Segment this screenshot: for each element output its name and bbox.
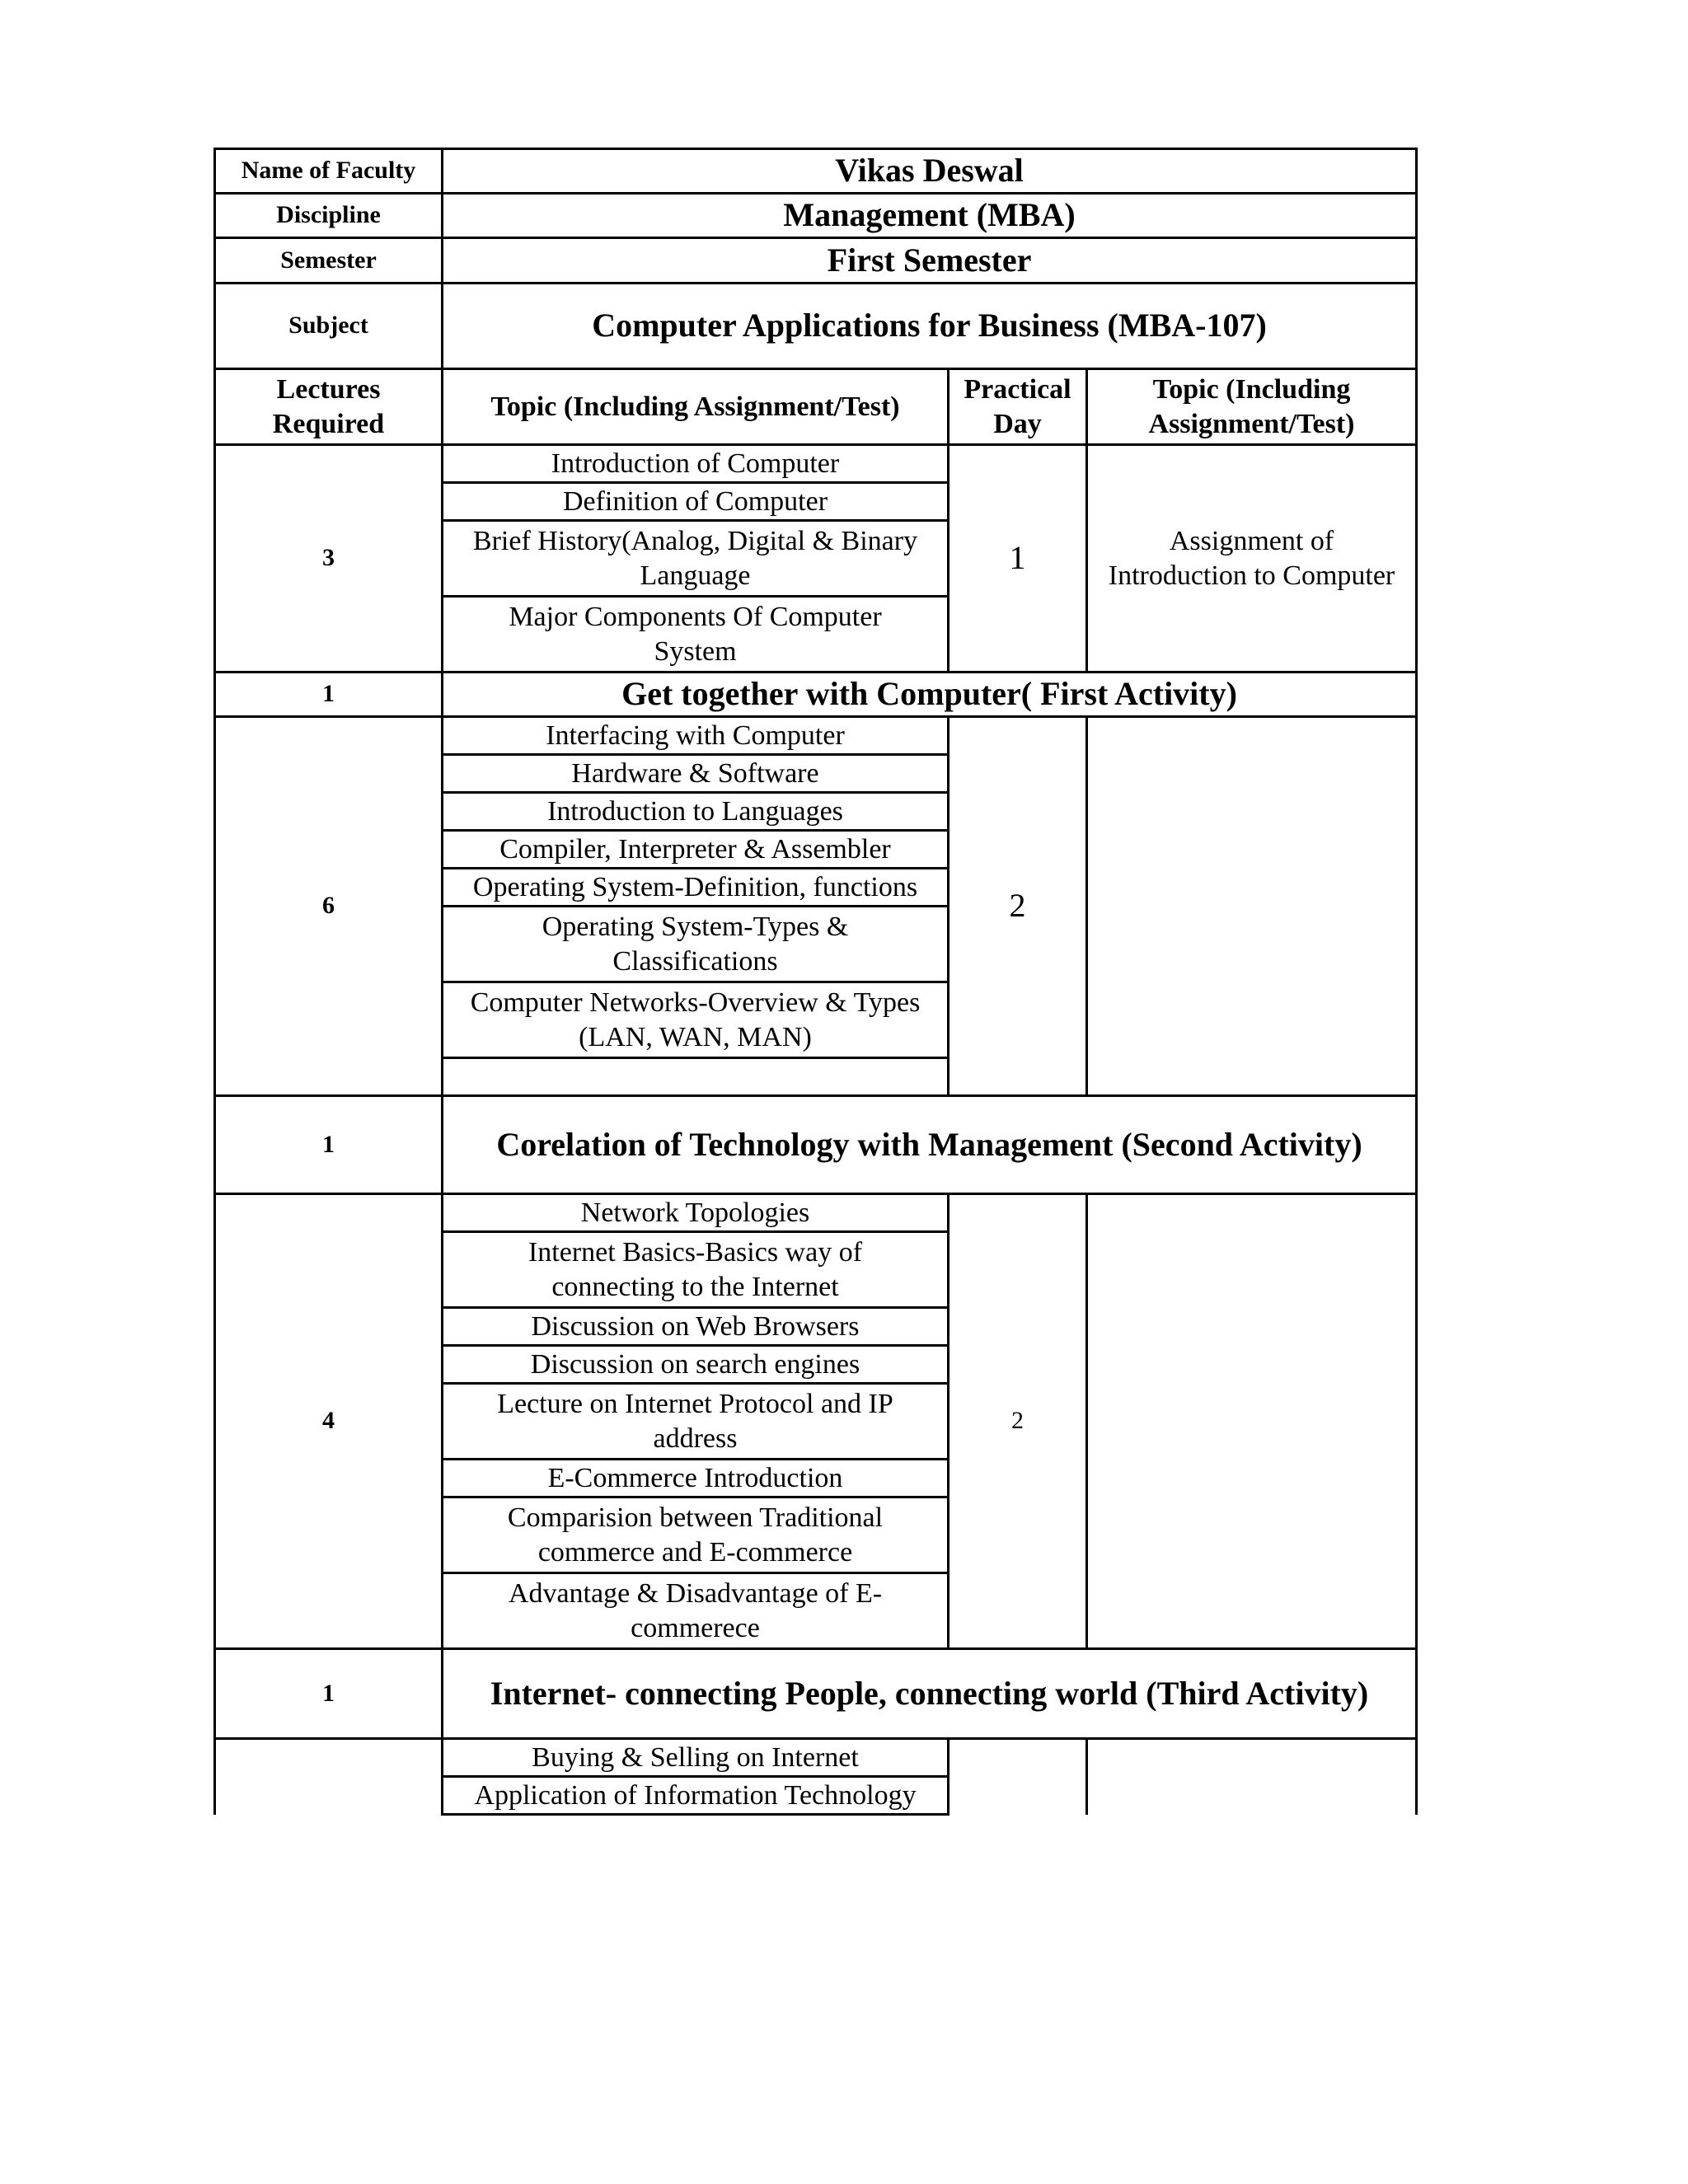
discipline-value: Management (MBA) [443, 194, 1417, 238]
col-lectures-line1: Lectures [276, 374, 381, 405]
topic-line2: (LAN, WAN, MAN) [579, 1021, 812, 1052]
subject-row [215, 284, 1417, 369]
topic-cell [443, 597, 949, 673]
topic-cell: E-Commerce Introduction [443, 1460, 949, 1497]
topic-line2: commerce and E-commerce [537, 1536, 853, 1568]
table-row [215, 717, 1417, 755]
topic-line2: System [654, 635, 737, 667]
topic-cell [443, 982, 949, 1058]
topic-cell: Application of Information Technology [443, 1777, 949, 1815]
activity-title: Get together with Computer( First Activity) [443, 673, 1417, 717]
topic-cell [443, 1232, 949, 1308]
topic-cell [443, 1384, 949, 1460]
activity-row [215, 1649, 1417, 1739]
assignment-line1: Assignment of [1169, 526, 1334, 557]
faculty-row [215, 149, 1417, 194]
table-row [215, 1194, 1417, 1232]
discipline-label: Discipline [215, 194, 443, 238]
topic-cell: Compiler, Interpreter & Assembler [443, 831, 949, 869]
topic-cell [443, 521, 949, 597]
topic-cell: Definition of Computer [443, 483, 949, 521]
topic-line2: connecting to the Internet [551, 1271, 839, 1302]
activity-lectures: 1 [215, 1649, 443, 1739]
topic-line1: Major Components Of Computer [509, 602, 882, 633]
topic-cell [443, 1573, 949, 1649]
activity-title: Internet- connecting People, connecting world (Third Activity) [443, 1649, 1417, 1739]
activity-lectures: 1 [215, 673, 443, 717]
col-topic2-line1: Topic (Including [1152, 374, 1351, 405]
subject-label: Subject [215, 284, 443, 369]
topic-cell: Discussion on Web Browsers [443, 1308, 949, 1346]
practical-day: 1 [949, 445, 1087, 673]
col-practical-line1: Practical [964, 374, 1071, 405]
assignment-topic [1087, 1194, 1417, 1649]
topic-cell [443, 1497, 949, 1573]
semester-label: Semester [215, 238, 443, 284]
topic-cell: Discussion on search engines [443, 1346, 949, 1384]
topic-cell: Operating System-Definition, functions [443, 869, 949, 907]
topic-line1: Internet Basics-Basics way of [528, 1237, 863, 1268]
topic-line1: Advantage & Disadvantage of E- [508, 1578, 883, 1610]
lectures-count [215, 1739, 443, 1815]
assignment-line2: Introduction to Computer [1108, 560, 1395, 591]
col-topic2-line2: Assignment/Test) [1148, 408, 1355, 439]
lesson-plan-table [213, 148, 1418, 1816]
table-row [215, 1739, 1417, 1777]
subject-value: Computer Applications for Business (MBA-107) [443, 284, 1417, 369]
assignment-topic [1087, 445, 1417, 673]
empty-topic-cell [443, 1058, 949, 1096]
practical-day: 2 [949, 717, 1087, 1096]
col-practical-line2: Day [993, 408, 1042, 439]
activity-title: Corelation of Technology with Management (Second Activity) [443, 1096, 1417, 1194]
topic-line1: Comparision between Traditional [507, 1502, 884, 1534]
topic-line1: Lecture on Internet Protocol and IP [497, 1389, 893, 1420]
col-lectures-line2: Required [272, 408, 385, 439]
col-topic-assignment [1087, 369, 1417, 445]
practical-day [949, 1739, 1087, 1815]
topic-cell: Introduction of Computer [443, 445, 949, 483]
activity-lectures: 1 [215, 1096, 443, 1194]
topic-line2: Classifications [612, 945, 778, 977]
col-practical-day [949, 369, 1087, 445]
topic-line1: Brief History(Analog, Digital & Binary [472, 526, 918, 557]
faculty-name: Vikas Deswal [443, 149, 1417, 194]
table-row [215, 445, 1417, 483]
activity-row [215, 673, 1417, 717]
practical-day: 2 [949, 1194, 1087, 1649]
lectures-count: 3 [215, 445, 443, 673]
assignment-topic [1087, 717, 1417, 1096]
topic-line2: Language [640, 560, 751, 591]
semester-value: First Semester [443, 238, 1417, 284]
topic-cell: Buying & Selling on Internet [443, 1739, 949, 1777]
discipline-row [215, 194, 1417, 238]
topic-line1: Operating System-Types & [542, 912, 849, 943]
activity-row [215, 1096, 1417, 1194]
col-topic: Topic (Including Assignment/Test) [443, 369, 949, 445]
topic-cell [443, 907, 949, 982]
topic-cell: Hardware & Software [443, 755, 949, 793]
lectures-count: 4 [215, 1194, 443, 1649]
topic-cell: Introduction to Languages [443, 793, 949, 831]
semester-row [215, 238, 1417, 284]
column-header-row [215, 369, 1417, 445]
topic-line2: commerece [631, 1612, 760, 1643]
col-lectures-required [215, 369, 443, 445]
faculty-label: Name of Faculty [215, 149, 443, 194]
topic-line2: address [653, 1422, 738, 1454]
assignment-topic [1087, 1739, 1417, 1815]
topic-line1: Computer Networks-Overview & Types [470, 987, 921, 1019]
topic-cell: Network Topologies [443, 1194, 949, 1232]
lectures-count: 6 [215, 717, 443, 1096]
topic-cell: Interfacing with Computer [443, 717, 949, 755]
